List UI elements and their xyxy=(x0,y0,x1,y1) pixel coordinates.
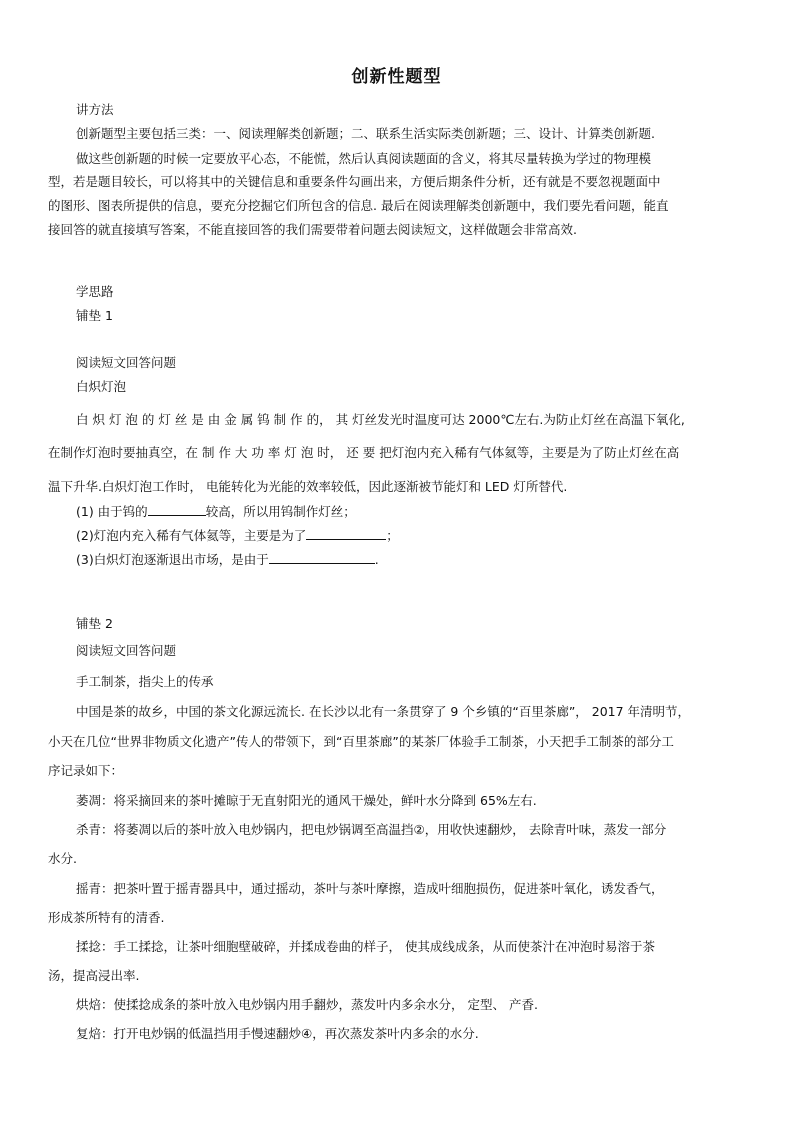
step-text: 将萎凋以后的茶叶放入电炒锅内，把电炒锅调至高温挡②，用收快速翻炒， 去除青叶味，蒸发一部分 xyxy=(113,822,667,837)
pad1-para-line: 白 炽 灯 泡 的 灯 丝 是 由 金 属 钨 制 作 的， 其 灯丝发光时温度可达 2000℃左右.为防止灯丝在高温下氧化, xyxy=(76,412,685,427)
method-para-line: 做这些创新题的时候一定要放平心态，不能慌，然后认真阅读题面的含义，将其尽量转换为学过的物理模 xyxy=(76,151,652,166)
step-text: 将采摘回来的茶叶摊晾于无直射阳光的通风干燥处，鲜叶水分降到 65%左右. xyxy=(113,793,537,808)
question-2-prefix: (2)灯泡内充入稀有气体氦等，主要是为了 xyxy=(76,528,307,543)
pad1-topic: 白炽灯泡 xyxy=(76,379,127,394)
step-name: 杀青： xyxy=(76,822,114,837)
step-text-continued: 汤，提高浸出率. xyxy=(48,968,140,983)
pad2-para-line: 小天在几位“世界非物质文化遗产”传人的带领下，到“百里茶廊”的某茶厂体验手工制茶，小天把手工制茶的部分工 xyxy=(48,734,674,749)
step-wither xyxy=(76,793,537,809)
answer-blank-3[interactable] xyxy=(269,551,375,564)
step-text: 使揉捻成条的茶叶放入电炒锅内用手翻炒，蒸发叶内多余水分， 定型、 产香. xyxy=(113,997,538,1012)
question-1-prefix: (1) 由于钨的 xyxy=(76,504,148,519)
question-1-suffix: 较高，所以用钨制作灯丝； xyxy=(205,504,356,519)
pad2-instruction: 阅读短文回答问题 xyxy=(76,643,177,658)
method-heading: 讲方法 xyxy=(76,102,114,117)
step-roll xyxy=(76,939,655,955)
step-shake xyxy=(76,881,664,897)
step-text: 手工揉捻，让茶叶细胞壁破碎，并揉成卷曲的样子， 使其成线成条，从而使茶汁在冲泡时易溶于茶 xyxy=(113,939,655,954)
step-text-continued: 水分. xyxy=(48,851,77,866)
question-3-suffix: . xyxy=(374,552,379,567)
page-title: 创新性题型 xyxy=(351,67,442,87)
pad1-instruction: 阅读短文回答问题 xyxy=(76,355,177,370)
question-2 xyxy=(76,527,399,544)
pad2-topic: 手工制茶，指尖上的传承 xyxy=(76,674,214,689)
step-rebake xyxy=(76,1026,479,1042)
question-3 xyxy=(76,551,379,568)
step-text: 把茶叶置于摇青器具中，通过摇动，茶叶与茶叶摩擦，造成叶细胞损伤，促进茶叶氧化，诱发香气， xyxy=(113,881,664,896)
pad1-label: 铺垫 1 xyxy=(76,308,113,323)
pad2-para-line: 序记录如下： xyxy=(48,763,124,778)
step-bake xyxy=(76,997,538,1013)
step-name: 烘焙： xyxy=(76,997,114,1012)
step-kill-green xyxy=(76,822,666,838)
question-3-prefix: (3)白炽灯泡逐渐退出市场，是由于 xyxy=(76,552,269,567)
pad2-label: 铺垫 2 xyxy=(76,616,113,631)
pad1-para-line: 在制作灯泡时要抽真空，在 制 作 大 功 率 灯 泡 时， 还 要 把灯泡内充入稀有气体氦等，主要是为了防止灯丝在高 xyxy=(48,445,680,460)
answer-blank-1[interactable] xyxy=(148,503,206,516)
method-para-line: 的图形、图表所提供的信息，要充分挖掘它们所包含的信息. 最后在阅读理解类创新题中，我们要先看问题，能直 xyxy=(48,198,669,213)
method-para-line: 接回答的就直接填写答案，不能直接回答的我们需要带着问题去阅读短文，这样做题会非常高效. xyxy=(48,222,577,237)
step-text: 打开电炒锅的低温挡用手慢速翻炒④，再次蒸发茶叶内多余的水分. xyxy=(113,1026,479,1041)
step-name: 摇青： xyxy=(76,881,114,896)
thinking-heading: 学思路 xyxy=(76,284,114,299)
question-1 xyxy=(76,503,356,520)
answer-blank-2[interactable] xyxy=(306,527,386,540)
pad1-para-line: 温下升华.白炽灯泡工作时， 电能转化为光能的效率较低，因此逐渐被节能灯和 LED 灯所替代. xyxy=(48,479,568,494)
method-intro: 创新题型主要包括三类：一、阅读理解类创新题；二、联系生活实际类创新题；三、设计、计算类创新题. xyxy=(76,126,655,141)
step-text-continued: 形成茶所特有的清香. xyxy=(48,910,165,925)
step-name: 萎凋： xyxy=(76,793,114,808)
question-2-suffix: ； xyxy=(386,528,399,543)
step-name: 揉捻： xyxy=(76,939,114,954)
method-para-line: 型，若是题目较长，可以将其中的关键信息和重要条件勾画出来，方便后期条件分析，还有就是不要忽视题面中 xyxy=(48,174,661,189)
step-name: 复焙： xyxy=(76,1026,114,1041)
pad2-para-line: 中国是茶的故乡，中国的茶文化源远流长. 在长沙以北有一条贯穿了 9 个乡镇的“百里茶廊”， 2017 年清明节， xyxy=(76,704,691,719)
